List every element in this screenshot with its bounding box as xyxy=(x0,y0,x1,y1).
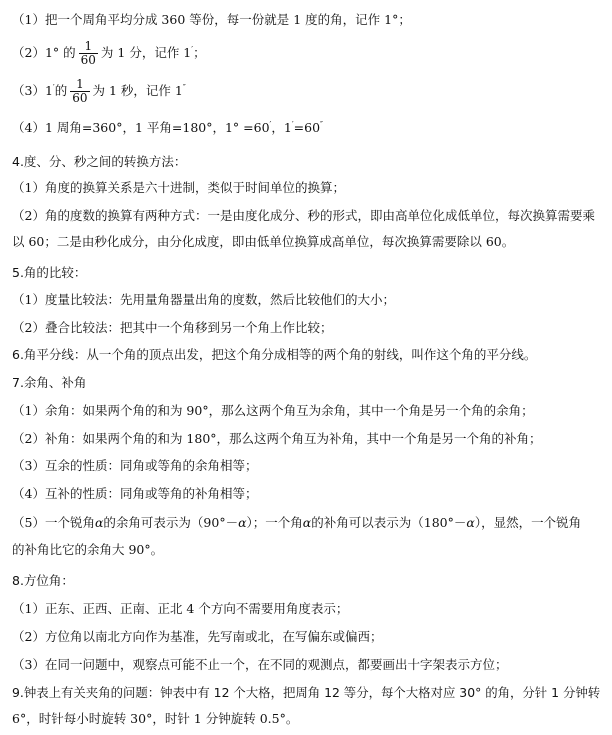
alpha-symbol: α xyxy=(238,515,247,530)
section-heading-6: 6.角平分线：从一个角的顶点出发，把这个角分成相等的两个角的射线，叫作这个角的平分线。 xyxy=(12,347,537,362)
item-4-2-line2: 以 60；二是由秒化成分，由分化成度，即由低单位换算成高单位，每次换算需要除以 60。 xyxy=(12,234,515,249)
text-fragment: （4）1 周角=360°，1 平角=180°，1° =60 xyxy=(12,120,270,135)
item-7-5-line1 xyxy=(12,515,581,531)
text-fragment: 的 xyxy=(54,83,68,98)
text-fragment: （2）1° 的 xyxy=(12,45,76,60)
minute-symbol: ′ xyxy=(191,45,194,54)
section-heading-5: 5.角的比较： xyxy=(12,265,87,280)
fraction-numerator: 1 xyxy=(79,40,98,54)
fraction-one-sixtieth xyxy=(70,78,89,105)
text-fragment: 的余角可表示为（90°－ xyxy=(103,515,239,530)
text-fragment: （5）一个锐角 xyxy=(12,515,95,530)
alpha-symbol: α xyxy=(302,515,312,530)
item-8-1: （1）正东、正西、正南、正北 4 个方向不需要用角度表示； xyxy=(12,601,349,616)
definition-degree: （1）把一个周角平均分成 360 等份，每一份就是 1 度的角，记作 1°； xyxy=(12,12,411,27)
section-heading-4: 4.度、分、秒之间的转换方法： xyxy=(12,154,187,169)
text-fragment: （3）1 xyxy=(12,83,53,98)
minute-symbol: ′ xyxy=(52,83,55,92)
definition-second xyxy=(12,78,186,105)
text-fragment: ； xyxy=(193,45,206,60)
alpha-symbol: α xyxy=(466,515,475,530)
item-7-4: （4）互补的性质：同角或等角的补角相等； xyxy=(12,486,258,501)
minute-symbol: ′ xyxy=(269,120,272,129)
item-4-1: （1）角度的换算关系是六十进制，类似于时间单位的换算； xyxy=(12,180,345,195)
item-4-2-line1: （2）角的度数的换算有两种方式：一是由度化成分、秒的形式，即由高单位化成低单位，每次换算需要乘 xyxy=(12,208,595,223)
minute-symbol: ′ xyxy=(291,120,294,129)
section-heading-8: 8.方位角： xyxy=(12,573,74,588)
item-7-5-line2: 的补角比它的余角大 90°。 xyxy=(12,542,164,557)
alpha-symbol: α xyxy=(94,515,104,530)
unit-relations xyxy=(12,120,323,136)
fraction-denominator: 60 xyxy=(80,53,96,67)
section-heading-7: 7.余角、补角 xyxy=(12,375,87,390)
item-5-2: （2）叠合比较法：把其中一个角移到另一个角上作比较； xyxy=(12,320,333,335)
text-fragment: 为 1 分，记作 1 xyxy=(100,45,192,60)
text-fragment: 的补角可以表示为（180°－ xyxy=(311,515,467,530)
section-heading-9-line2: 6°，时针每小时旋转 30°，时针 1 分钟旋转 0.5°。 xyxy=(12,711,299,726)
fraction-numerator: 1 xyxy=(70,78,89,92)
fraction-denominator: 60 xyxy=(72,91,88,105)
text-fragment: ，1 xyxy=(271,120,292,135)
second-symbol: ″ xyxy=(320,120,324,129)
item-7-1: （1）余角：如果两个角的和为 90°，那么这两个角互为余角，其中一个角是另一个角的余角； xyxy=(12,403,534,418)
item-7-2: （2）补角：如果两个角的和为 180°，那么这两个角互为补角，其中一个角是另一个角的补角； xyxy=(12,431,542,446)
definition-minute xyxy=(12,40,206,67)
item-8-3: （3）在同一问题中，观察点可能不止一个，在不同的观测点，都要画出十字架表示方位； xyxy=(12,657,508,672)
fraction-one-sixtieth xyxy=(79,40,98,67)
text-fragment: 为 1 秒，记作 1 xyxy=(92,83,183,98)
item-8-2: （2）方位角以南北方向作为基准，先写南或北，在写偏东或偏西； xyxy=(12,629,383,644)
item-7-3: （3）互余的性质：同角或等角的余角相等； xyxy=(12,458,258,473)
text-fragment: ），显然，一个锐角 xyxy=(474,515,582,530)
section-heading-9-line1: 9.钟表上有关夹角的问题：钟表中有 12 个大格，把周角 12 等分，每个大格对应 30° 的角，分针 1 分钟转 xyxy=(12,685,601,700)
text-fragment: =60 xyxy=(293,120,321,135)
item-5-1: （1）度量比较法：先用量角器量出角的度数，然后比较他们的大小； xyxy=(12,292,395,307)
text-fragment: ）；一个角 xyxy=(246,515,303,530)
second-symbol: ″ xyxy=(182,83,186,92)
